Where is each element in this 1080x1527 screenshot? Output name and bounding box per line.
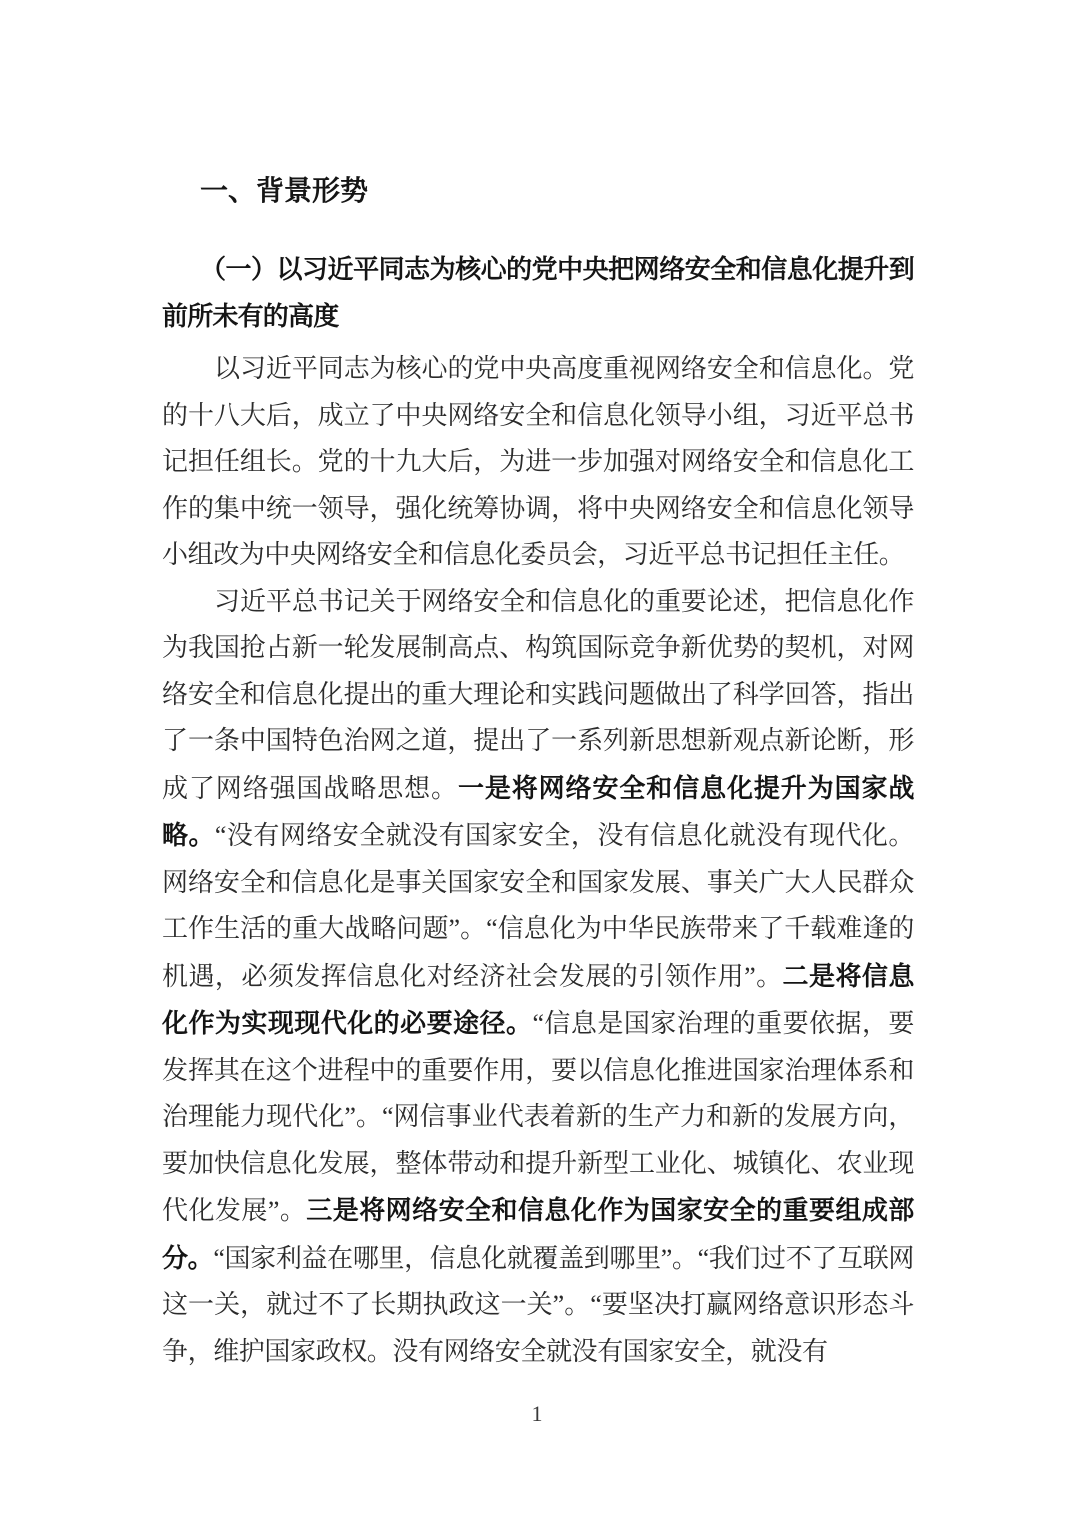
text-segment-emphasis: 三是将网络安全和信息化作为国家安全的重要组成部分。 <box>162 1195 914 1273</box>
subsection-heading: （一）以习近平同志为核心的党中央把网络安全和信息化提升到前所未有的高度 <box>162 254 914 331</box>
text-segment: 以习近平同志为核心的党中央高度重视网络安全和信息化。党的十八大后，成立了中央网络安全和信息化领导小组，习近平总书记担任组长。党的十九大后，为进一步加强对网络安全和信息化工作的集中统一领导，强化统筹协调，将中央网络安全和信息化领导小组改为中央网络安全和信息化委员会，习近平总书记担任主任。 <box>162 354 914 569</box>
body-paragraph <box>162 579 914 1376</box>
text-segment: “国家利益在哪里，信息化就覆盖到哪里”。“我们过不了互联网这一关，就过不了长期执政这一关”。“要坚决打赢网络意识形态斗争，维护国家政权。没有网络安全就没有国家安全，就没有 <box>162 1243 914 1366</box>
text-segment: 习近平总书记关于网络安全和信息化的重要论述，把信息化作为我国抢占新一轮发展制高点、构筑国际竞争新优势的契机，对网络安全和信息化提出的重大理论和实践问题做出了科学回答，指出了一条中国特色治网之道，提出了一系列新思想新观点新论断，形成了网络强国战略思想。 <box>162 586 914 803</box>
text-segment: “信息是国家治理的重要依据，要发挥其在这个进程中的重要作用，要以信息化推进国家治理体系和治理能力现代化”。“网信事业代表着新的生产力和新的发展方向，要加快信息化发展，整体带动和提升新型工业化、城镇化、农业现代化发展”。 <box>162 1009 915 1225</box>
page-number: 1 <box>531 1401 543 1426</box>
text-segment-emphasis: 一是将网络安全和信息化提升为国家战略。 <box>162 772 914 850</box>
text-segment-emphasis: 二是将信息化作为实现现代化的必要途径。 <box>162 960 914 1038</box>
section-heading: 一、背景形势 <box>200 175 369 206</box>
body-paragraph <box>162 346 914 579</box>
text-segment: “没有网络安全就没有国家安全，没有信息化就没有现代化。网络安全和信息化是事关国家安全和国家发展、事关广大人民群众工作生活的重大战略问题”。“信息化为中华民族带来了千载难逢的机遇，必须发挥信息化对经济社会发展的引领作用”。 <box>162 821 914 991</box>
